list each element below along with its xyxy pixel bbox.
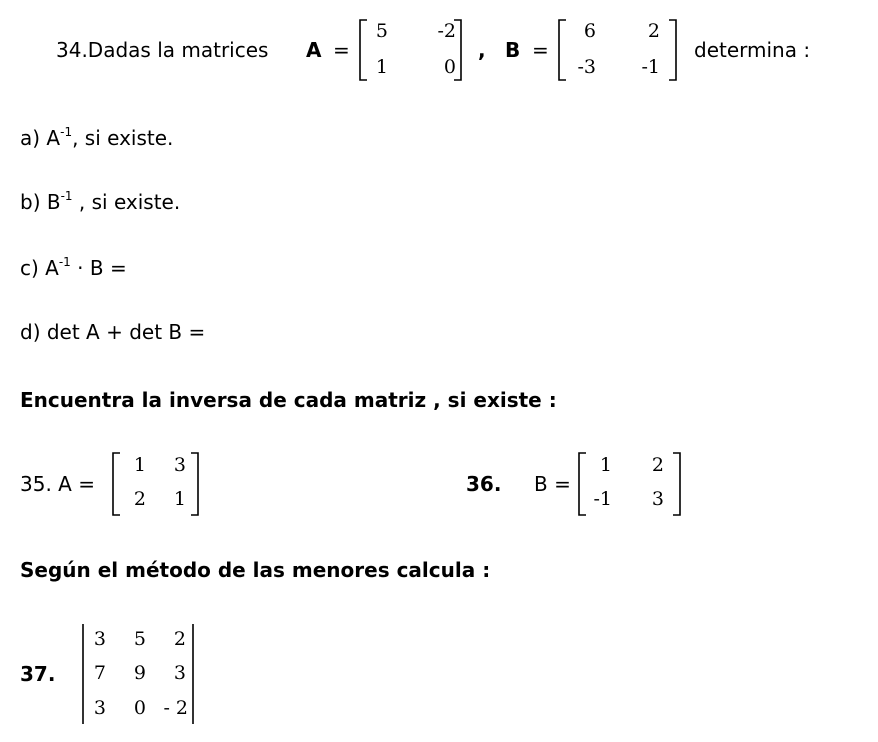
matrix-b-cell: 6 [583,20,596,42]
problem-35-label: 35. A = [20,472,95,496]
item-c: c) $A^{-1} \cdot B$ = [20,255,127,280]
matrix-35-cell: 2 [133,488,146,510]
problem-36-var: B = [534,472,571,496]
problem-36-label: 36. [466,472,502,496]
matrix-36-cell: 1 [599,454,612,476]
matrix-36-cell: -1 [593,488,612,510]
matrix-b-name: B [505,38,521,62]
matrix-35-cell: 3 [173,454,186,476]
matrix-b-cell: -1 [641,56,660,78]
item-d: d) det A + det B = [20,320,206,344]
matrix-a-cell: -2 [437,20,456,42]
comma: , [478,38,486,62]
matrix-b-cell: 2 [647,20,660,42]
matrix-b-cell: -3 [577,56,596,78]
determinant-37-cell: 2 [173,628,186,650]
matrix-36-cell: 3 [651,488,664,510]
problem-37-label: 37. [20,662,56,686]
problem-34-label: 34.Dadas la matrices [56,38,269,62]
determinant-37-cell: 3 [173,662,186,684]
matrix-a-name: A [306,38,322,62]
matrix-35-cell: 1 [173,488,186,510]
determinant-37-cell: 7 [93,662,106,684]
matrix-a-cell: 1 [375,56,388,78]
item-a: a) $A^{-1}$, si existe. [20,125,174,150]
determinant-37-cell: 3 [93,628,106,650]
determinant-37-cell: 5 [133,628,146,650]
problem-34-instruction: determina : [694,38,811,62]
determinant-37-cell: 0 [133,697,146,719]
matrix-a-cell: 0 [443,56,456,78]
section-heading-menores: Según el método de las menores calcula : [20,558,491,582]
section-heading-inversa: Encuentra la inversa de cada matriz , si existe : [20,388,557,412]
equals-sign: = [532,38,549,62]
matrix-a-cell: 5 [375,20,388,42]
matrix-36-cell: 2 [651,454,664,476]
determinant-37-cell: 3 [93,697,106,719]
equals-sign: = [333,38,350,62]
determinant-37-cell: 9 [133,662,146,684]
matrix-35-cell: 1 [133,454,146,476]
determinant-37-cell: - 2 [163,697,188,719]
matrix-35-brackets [111,451,203,517]
item-b: b) $B^{-1}$ , si existe. [20,189,181,214]
